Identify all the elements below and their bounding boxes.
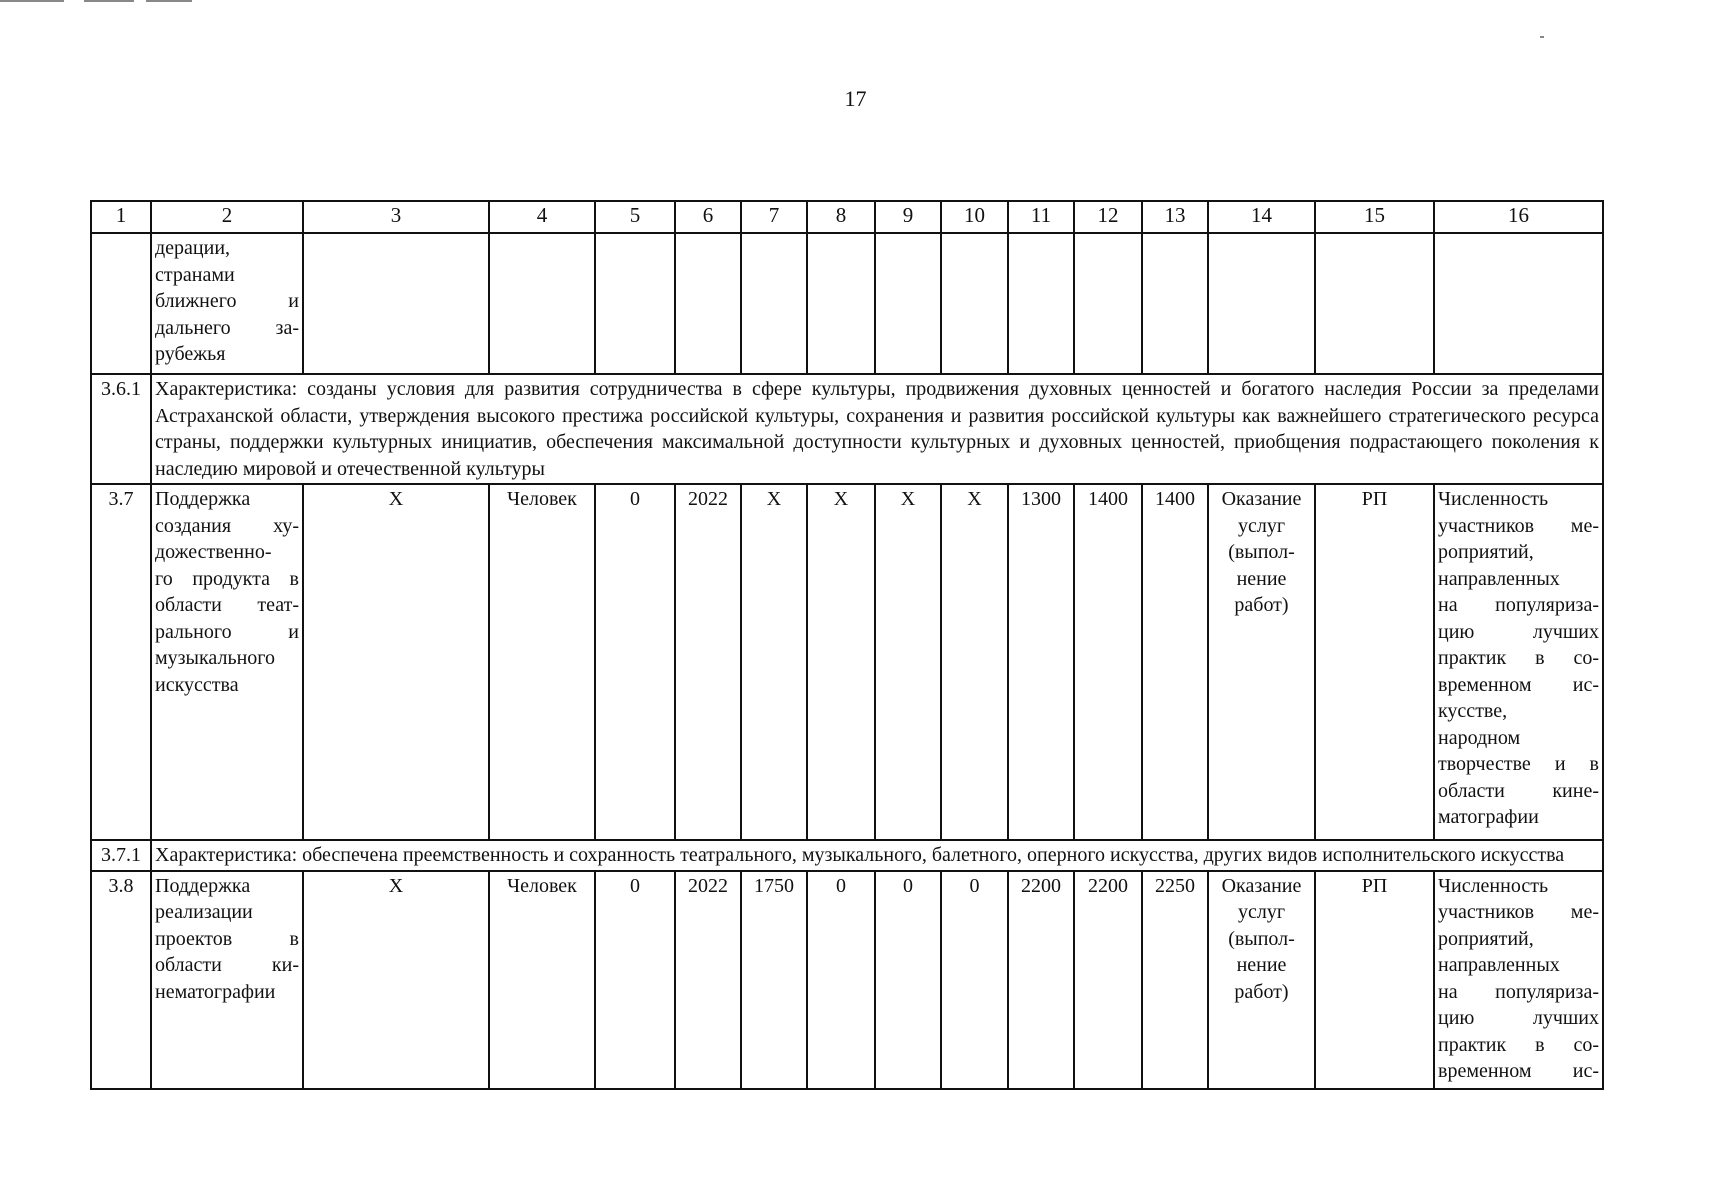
column-number: 13 bbox=[1142, 201, 1208, 233]
column-number: 16 bbox=[1434, 201, 1603, 233]
characteristic-text: Характеристика: созданы условия для развития сотрудничества в сфере культуры, продвижения духовных ценностей и богатого наследия России за пределами Астраханской области, утверждения высокого престижа российской культуры, сохранения и развития российской культуры как важнейшего стратегического ресурса страны, поддержки культурных инициатив, обеспечения максимальной доступности культурных и духовных ценностей, приобщения подрастающего поколения к наследию мировой и отечественной культуры bbox=[151, 374, 1603, 484]
cell-value: Х bbox=[303, 484, 489, 840]
table-row-continuation bbox=[91, 233, 1603, 374]
column-number: 8 bbox=[807, 201, 875, 233]
cell-value: Х bbox=[741, 484, 807, 840]
column-number: 9 bbox=[875, 201, 941, 233]
column-number: 4 bbox=[489, 201, 595, 233]
scan-artifact bbox=[146, 0, 192, 2]
cell-value: 2200 bbox=[1074, 871, 1142, 1089]
column-number: 14 bbox=[1208, 201, 1315, 233]
cell-value: 0 bbox=[807, 871, 875, 1089]
source-value: РП bbox=[1315, 484, 1434, 840]
base-year: 2022 bbox=[675, 871, 741, 1089]
cell-value: 2200 bbox=[1008, 871, 1074, 1089]
indicator-name: Поддержка реализации проектов в области ки- нематографии bbox=[151, 871, 303, 1089]
cell-value: 0 bbox=[595, 871, 675, 1089]
column-number: 5 bbox=[595, 201, 675, 233]
characteristic-row bbox=[91, 374, 1603, 484]
cell-value: Х bbox=[875, 484, 941, 840]
scan-artifact bbox=[0, 0, 64, 2]
column-number: 1 bbox=[91, 201, 151, 233]
scan-artifact bbox=[1540, 36, 1544, 38]
table-row bbox=[91, 484, 1603, 840]
indicator-name: дерации, странами ближнего и дальнего за- рубежья bbox=[151, 233, 303, 374]
cell-value: Х bbox=[807, 484, 875, 840]
column-number: 7 bbox=[741, 201, 807, 233]
cell-value: 1400 bbox=[1142, 484, 1208, 840]
cell-value: 2250 bbox=[1142, 871, 1208, 1089]
cell-value: Х bbox=[941, 484, 1008, 840]
indicator-name: Поддержка создания ху- дожественно- го продукта в области теат- рального и музыкального искусства bbox=[151, 484, 303, 840]
cell-value: 1400 bbox=[1074, 484, 1142, 840]
page-number: 17 bbox=[844, 86, 867, 111]
characteristic-row bbox=[91, 840, 1603, 871]
scan-artifact bbox=[84, 0, 134, 2]
indicator-description: Численность участников ме- роприятий, направленных на популяриза- цию лучших практик в со- временном ис- bbox=[1434, 871, 1603, 1089]
indicators-table bbox=[90, 200, 1604, 1090]
cell-value: 1300 bbox=[1008, 484, 1074, 840]
unit-value: Человек bbox=[489, 484, 595, 840]
base-year: 2022 bbox=[675, 484, 741, 840]
cell-value: 1750 bbox=[741, 871, 807, 1089]
column-number: 11 bbox=[1008, 201, 1074, 233]
row-number: 3.8 bbox=[91, 871, 151, 1089]
service-type: Оказание услуг (выпол- нение работ) bbox=[1208, 871, 1315, 1089]
column-number: 10 bbox=[941, 201, 1008, 233]
cell-value: 0 bbox=[595, 484, 675, 840]
row-number: 3.7 bbox=[91, 484, 151, 840]
column-number-row bbox=[91, 201, 1603, 233]
unit-value: Человек bbox=[489, 871, 595, 1089]
service-type: Оказание услуг (выпол- нение работ) bbox=[1208, 484, 1315, 840]
table-row bbox=[91, 871, 1603, 1089]
source-value: РП bbox=[1315, 871, 1434, 1089]
row-number: 3.6.1 bbox=[91, 374, 151, 484]
cell-value: Х bbox=[303, 871, 489, 1089]
column-number: 15 bbox=[1315, 201, 1434, 233]
indicator-description: Численность участников ме- роприятий, направленных на популяриза- цию лучших практик в со- временном ис- кусстве, народном творчестве и в области кине- матографии bbox=[1434, 484, 1603, 840]
cell-value: 0 bbox=[941, 871, 1008, 1089]
column-number: 3 bbox=[303, 201, 489, 233]
characteristic-text: Характеристика: обеспечена преемственность и сохранность театрального, музыкального, балетного, оперного искусства, других видов исполнительского искусства bbox=[151, 840, 1603, 871]
row-number: 3.7.1 bbox=[91, 840, 151, 871]
column-number: 6 bbox=[675, 201, 741, 233]
column-number: 12 bbox=[1074, 201, 1142, 233]
cell-value: 0 bbox=[875, 871, 941, 1089]
column-number: 2 bbox=[151, 201, 303, 233]
